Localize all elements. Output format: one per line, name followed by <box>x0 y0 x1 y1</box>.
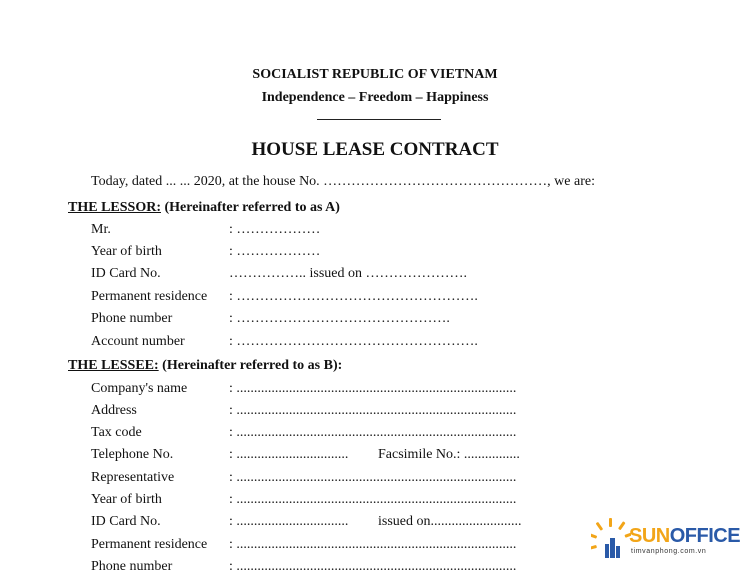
logo-website: timvanphong.com.vn <box>631 548 707 555</box>
lessor-heading <box>68 199 340 217</box>
field-value: : ................................................................................ <box>229 492 517 507</box>
lessor-heading-label: THE LESSOR: <box>68 200 161 215</box>
field-value: : ………………………………………. <box>229 311 450 326</box>
field-value: : ……………………………………………. <box>229 334 478 349</box>
field-value: : ................................................................................ <box>229 381 517 396</box>
field-label: Phone number <box>91 559 173 574</box>
field-value: : ……………… <box>229 222 321 237</box>
field-label: Account number <box>91 334 185 349</box>
field-label: Year of birth <box>91 492 162 507</box>
field-value: : ................................................................................ <box>229 403 517 418</box>
field-value-secondary: issued on.......................... <box>378 514 522 529</box>
lessee-heading <box>68 357 342 375</box>
field-label: Address <box>91 403 137 418</box>
lessee-heading-note: (Hereinafter referred to as B): <box>158 358 343 373</box>
field-label: Permanent residence <box>91 289 208 304</box>
field-label: Mr. <box>91 222 111 237</box>
field-label: ID Card No. <box>91 514 161 529</box>
field-label: Tax code <box>91 425 142 440</box>
field-label: Company's name <box>91 381 188 396</box>
field-label: ID Card No. <box>91 266 161 281</box>
field-value: : ……………… <box>229 244 321 259</box>
field-value: : ……………………………………………. <box>229 289 478 304</box>
field-label: Year of birth <box>91 244 162 259</box>
logo-wordmark-office: OFFICE <box>669 525 741 547</box>
field-value: : ................................ <box>229 447 349 462</box>
lessee-heading-label: THE LESSEE: <box>68 358 159 373</box>
field-value: : ................................................................................ <box>229 425 517 440</box>
sunoffice-logo <box>591 516 741 564</box>
field-value-secondary: Facsimile No.: ................ <box>378 447 520 462</box>
field-value: : ................................................................................ <box>229 537 517 552</box>
heading-rule <box>317 119 441 120</box>
field-label: Telephone No. <box>91 447 174 462</box>
field-value: : ................................................................................ <box>229 470 517 485</box>
field-label: Permanent residence <box>91 537 208 552</box>
field-label: Representative <box>91 470 175 485</box>
logo-wordmark-sun: SUN <box>629 525 670 547</box>
intro-line: Today, dated ... ... 2020, at the house No. …………………………………………, we are: <box>91 174 595 189</box>
sun-building-icon <box>591 516 631 564</box>
lessor-heading-note: (Hereinafter referred to as A) <box>160 200 340 215</box>
country-heading: SOCIALIST REPUBLIC OF VIETNAM <box>252 67 498 82</box>
field-value: : ................................ <box>229 514 349 529</box>
field-label: Phone number <box>91 311 173 326</box>
contract-title: HOUSE LEASE CONTRACT <box>251 139 499 160</box>
logo-wordmark <box>629 526 740 546</box>
field-value: …………….. issued on …………………. <box>229 266 467 281</box>
motto-heading: Independence – Freedom – Happiness <box>261 90 489 105</box>
field-value: : ................................................................................ <box>229 559 517 574</box>
